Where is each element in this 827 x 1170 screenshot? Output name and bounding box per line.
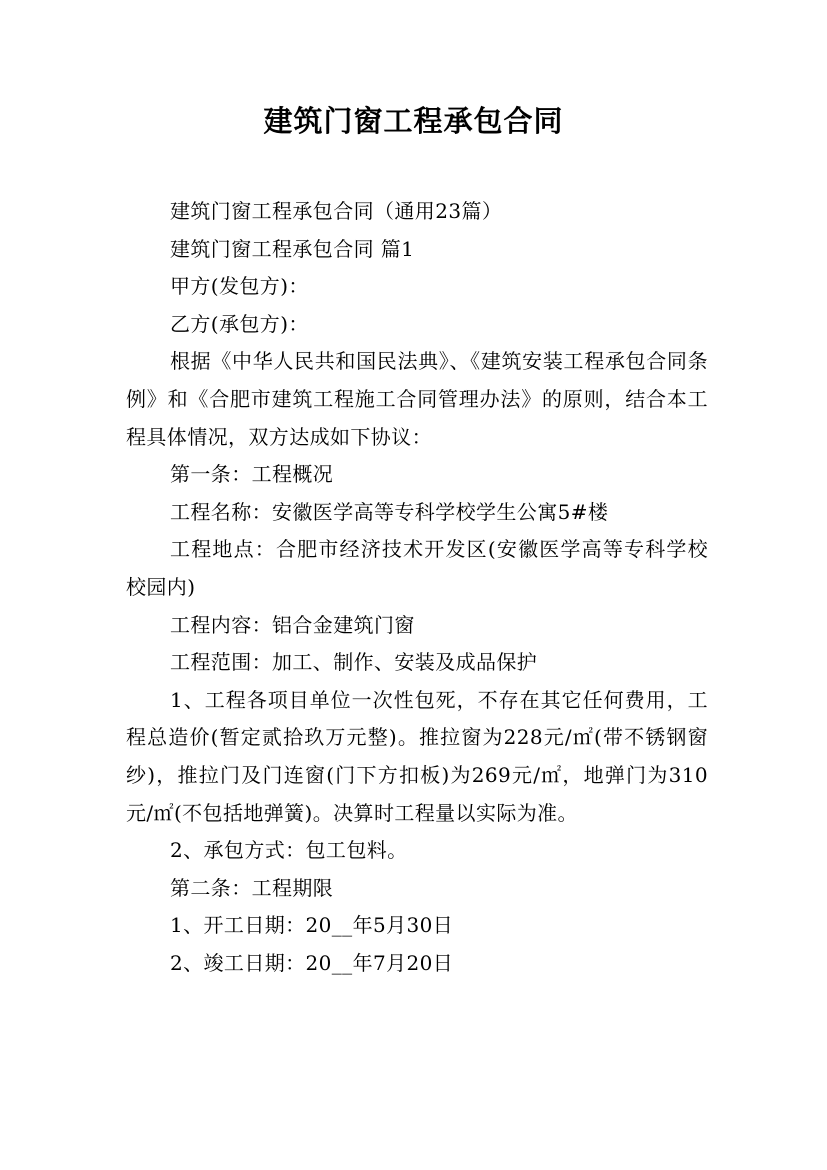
- document-body: [126, 193, 708, 982]
- paragraph-party-b: 乙方(承包方)：: [170, 311, 309, 336]
- paragraph-contract-method: 2、承包方式：包工包料。: [170, 838, 408, 863]
- paragraph-pricing: 1、工程各项目单位一次性包死，不存在其它任何费用，工程总造价(暂定贰拾玖万元整)。推拉窗为228元/㎡(带不锈钢窗纱)，推拉门及门连窗(门下方扣板)为269元/㎡，地弹门为310元/㎡(不包括地弹簧)。决算时工程量以实际为准。: [126, 687, 708, 825]
- paragraph-preamble: 根据《中华人民共和国民法典》、《建筑安装工程承包合同条例》和《合肥市建筑工程施工合同管理办法》的原则，结合本工程具体情况，双方达成如下协议：: [126, 349, 708, 449]
- paragraph-subtitle: 建筑门窗工程承包合同（通用23篇）: [170, 199, 503, 223]
- paragraph-section-heading: 建筑门窗工程承包合同 篇1: [170, 236, 415, 261]
- paragraph-project-name: 工程名称：安徽医学高等专科学校学生公寓5#楼: [170, 499, 609, 524]
- paragraph-article-2-heading: 第二条：工程期限: [170, 875, 334, 900]
- paragraph-party-a: 甲方(发包方)：: [170, 274, 309, 299]
- paragraph-article-1-heading: 第一条：工程概况: [170, 462, 334, 487]
- paragraph-completion-date: 2、竣工日期：20__年7月20日: [170, 950, 454, 975]
- paragraph-project-location: 工程地点：合肥市经济技术开发区(安徽医学高等专科学校校园内): [126, 537, 708, 599]
- document-title: 建筑门窗工程承包合同: [263, 104, 564, 138]
- paragraph-project-scope: 工程范围：加工、制作、安装及成品保护: [170, 650, 538, 675]
- paragraph-start-date: 1、开工日期：20__年5月30日: [170, 913, 454, 938]
- paragraph-project-content: 工程内容：铝合金建筑门窗: [170, 612, 415, 637]
